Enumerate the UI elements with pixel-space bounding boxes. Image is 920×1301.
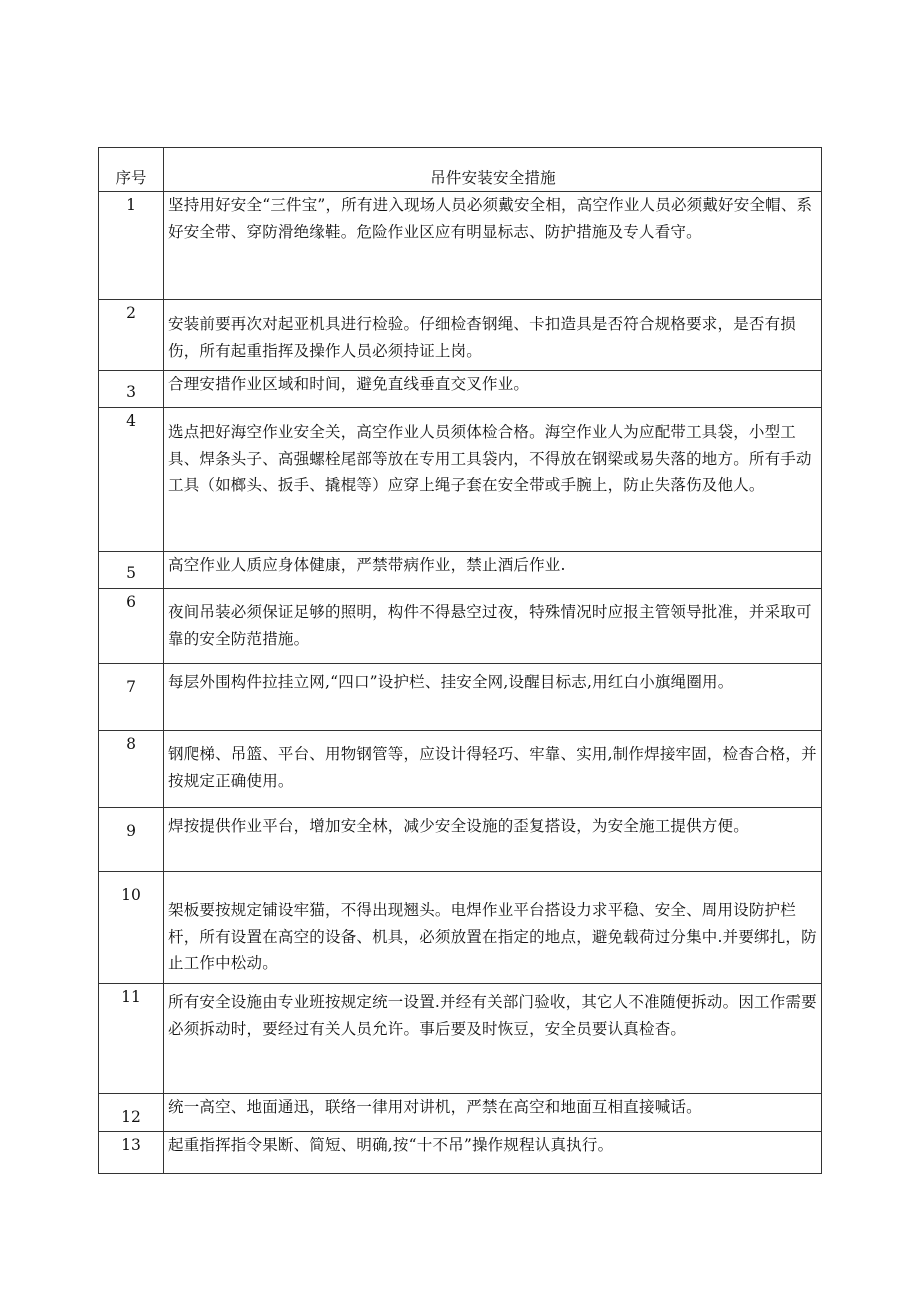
row-text: 起重指挥指令果断、简短、明确,按“十不吊”操作规程认真执行。 <box>164 1131 822 1173</box>
row-text: 统一高空、地面通迅，联络一律用对讲机，严禁在高空和地面互相直接喊话。 <box>164 1094 822 1132</box>
table-row <box>99 300 822 371</box>
header-number: 序号 <box>99 148 164 192</box>
table-row <box>99 872 822 984</box>
table-row <box>99 408 822 552</box>
row-text: 每层外围构件拉挂立网,“四口”设护栏、挂安全网,设醒目标志,用红白小旗绳圈用。 <box>164 664 822 731</box>
row-text: 合理安措作业区域和时间，避免直线垂直交叉作业。 <box>164 371 822 408</box>
row-text: 夜间吊装必须保证足够的照明，构件不得悬空过夜，特殊情况时应报主管领导批准，并采取可靠的安全防范措施。 <box>164 589 822 664</box>
table-header-row <box>99 148 822 192</box>
row-number: 6 <box>99 589 164 664</box>
table-row <box>99 1131 822 1173</box>
row-text: 所有安全设施由专业班按规定统一设置.并经有关部门验收，其它人不准随便拆动。因工作需要必须拆动时，要经过有关人员允许。事后要及时恢豆，安全员要认真检杳。 <box>164 984 822 1094</box>
row-number: 11 <box>99 984 164 1094</box>
table-row <box>99 664 822 731</box>
row-number: 2 <box>99 300 164 371</box>
row-number: 4 <box>99 408 164 552</box>
table-row <box>99 552 822 589</box>
row-number: 7 <box>99 664 164 731</box>
row-text: 坚持用好安全“三件宝”，所有进入现场人员必须戴安全相，高空作业人员必须戴好安全帽、系好安全带、穿防滑绝缘鞋。危险作业区应有明显标志、防护措施及专人看守。 <box>164 192 822 300</box>
row-text: 选点把好海空作业安全关，高空作业人员须体检合格。海空作业人为应配带工具袋，小型工具、焊条头子、高强螺栓尾部等放在专用工具袋内，不得放在钢梁或易失落的地方。所有手动工具（如榔头、扳手、撬棍等）应穿上绳子套在安全带或手腕上，防止失落伤及他人。 <box>164 408 822 552</box>
row-text: 焊按提供作业平台，增加安全林，减少安全设施的歪复搭设，为安全施工提供方便。 <box>164 808 822 872</box>
row-number: 8 <box>99 731 164 808</box>
row-number: 5 <box>99 552 164 589</box>
row-number: 10 <box>99 872 164 984</box>
table-row <box>99 1094 822 1132</box>
row-number: 13 <box>99 1131 164 1173</box>
row-number: 12 <box>99 1094 164 1132</box>
row-text: 钢爬梯、吊篮、平台、用物钢管等，应设计得轻巧、牢靠、实用,制作焊接牢固，检杳合格，并按规定正确使用。 <box>164 731 822 808</box>
row-text: 高空作业人质应身体健康，严禁带病作业，禁止酒后作业. <box>164 552 822 589</box>
row-number: 1 <box>99 192 164 300</box>
header-measures: 吊件安装安全措施 <box>164 148 822 192</box>
row-number: 3 <box>99 371 164 408</box>
row-text: 架板要按规定铺设牢猫，不得出现翘头。电焊作业平台搭设力求平稳、安全、周用设防护栏杆，所有设置在高空的设备、机具，必须放置在指定的地点，避免载荷过分集中.并要绑扎，防止工作中松动。 <box>164 872 822 984</box>
row-text: 安装前要再次对起亚机具进行检验。仔细检杳钢绳、卡扣造具是否符合规格要求，是否有损伤，所有起重指挥及操作人员必须持证上岗。 <box>164 300 822 371</box>
table-row <box>99 589 822 664</box>
table-row <box>99 371 822 408</box>
table-row <box>99 808 822 872</box>
table-row <box>99 731 822 808</box>
row-number: 9 <box>99 808 164 872</box>
table-row <box>99 984 822 1094</box>
safety-measures-table <box>98 147 822 1174</box>
table-row <box>99 192 822 300</box>
